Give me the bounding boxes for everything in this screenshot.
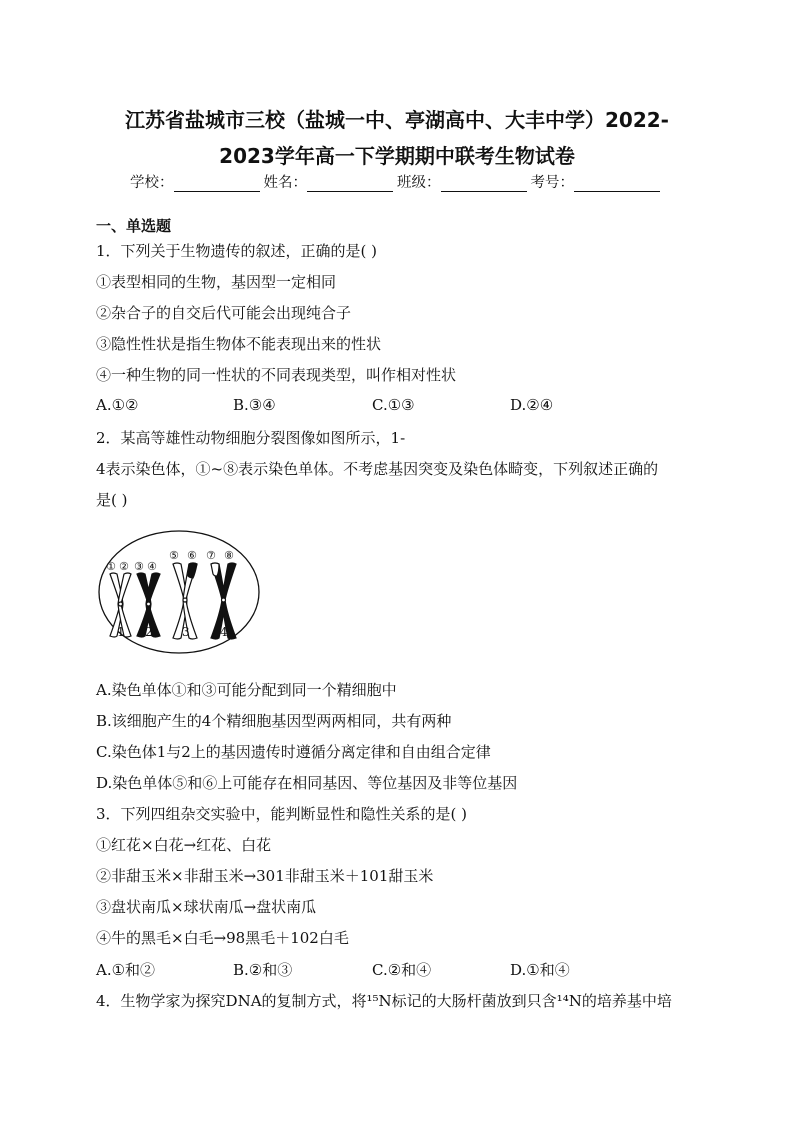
q1-option-d[interactable]: D.②④: [510, 396, 554, 414]
chromatid-label-3: ③: [134, 560, 144, 573]
chromosome-label-2: 2: [145, 625, 153, 639]
q2-stem-line3: 是( ): [96, 491, 128, 509]
q1-option-c[interactable]: C.①③: [372, 396, 415, 414]
chromosome-label-3: 3: [182, 625, 190, 639]
exam-number-label: 考号：: [530, 175, 574, 191]
chromosome-label-1: 1: [117, 625, 125, 639]
q2-stem-line2: 4表示染色体，①~⑧表示染色单体。不考虑基因突变及染色体畸变，下列叙述正确的: [96, 460, 659, 478]
name-label: 姓名：: [263, 175, 307, 191]
q2-option-a[interactable]: A.染色单体①和③可能分配到同一个精细胞中: [96, 681, 397, 699]
school-field[interactable]: [130, 171, 264, 192]
q3-item-1: ①红花×白花→红花、白花: [96, 836, 272, 854]
q3-option-d[interactable]: D.①和④: [510, 961, 570, 979]
q4-stem: 4．生物学家为探究DNA的复制方式，将¹⁵N标记的大肠杆菌放到只含¹⁴N的培养基中培: [96, 992, 672, 1010]
chromatid-label-1: ①: [106, 560, 116, 573]
class-label: 班级：: [397, 175, 441, 191]
q2-option-c[interactable]: C.染色体1与2上的基因遗传时遵循分离定律和自由组合定律: [96, 743, 491, 761]
q1-stem: 1．下列关于生物遗传的叙述，正确的是( ): [96, 242, 378, 260]
chromatid-label-4: ④: [147, 560, 157, 573]
q1-option-a[interactable]: A.①②: [96, 396, 139, 414]
q3-item-2: ②非甜玉米×非甜玉米→301非甜玉米＋101甜玉米: [96, 867, 434, 885]
school-label: 学校：: [130, 175, 174, 191]
chromosome-label-4: 4: [220, 625, 228, 639]
class-field[interactable]: [397, 171, 531, 192]
chromatid-label-5: ⑤: [169, 549, 179, 562]
q1-item-2: ②杂合子的自交后代可能会出现纯合子: [96, 304, 352, 322]
chromatid-label-6: ⑥: [187, 549, 197, 562]
cell-division-figure: [96, 528, 266, 658]
class-blank[interactable]: [441, 177, 527, 192]
cell-figure-svg: [96, 528, 266, 658]
q3-item-3: ③盘状南瓜×球状南瓜→盘状南瓜: [96, 898, 317, 916]
q2-option-d[interactable]: D.染色单体⑤和⑥上可能存在相同基因、等位基因及非等位基因: [96, 774, 518, 792]
exam-title-line2: 2023学年高一下学期期中联考生物试卷: [219, 144, 575, 168]
q1-item-3: ③隐性性状是指生物体不能表现出来的性状: [96, 335, 382, 353]
q1-option-b[interactable]: B.③④: [233, 396, 276, 414]
section-heading: 一、单选题: [96, 217, 172, 235]
name-blank[interactable]: [307, 177, 393, 192]
q3-item-4: ④牛的黑毛×白毛→98黑毛＋102白毛: [96, 929, 349, 947]
chromatid-label-8: ⑧: [224, 549, 234, 562]
chromatid-label-7: ⑦: [206, 549, 216, 562]
chromatid-label-2: ②: [119, 560, 129, 573]
q3-option-c[interactable]: C.②和④: [372, 961, 432, 979]
student-info-row: [0, 171, 794, 192]
q3-option-b[interactable]: B.②和③: [233, 961, 293, 979]
q2-stem-line1: 2．某高等雄性动物细胞分裂图像如图所示，1-: [96, 429, 406, 447]
exam-number-blank[interactable]: [574, 177, 660, 192]
q2-option-b[interactable]: B.该细胞产生的4个精细胞基因型两两相同，共有两种: [96, 712, 452, 730]
exam-title-line1: 江苏省盐城市三校（盐城一中、亭湖高中、大丰中学）2022-: [125, 108, 669, 132]
q1-item-4: ④一种生物的同一性状的不同表现类型，叫作相对性状: [96, 366, 457, 384]
q1-item-1: ①表型相同的生物，基因型一定相同: [96, 273, 337, 291]
school-blank[interactable]: [174, 177, 260, 192]
q3-option-a[interactable]: A.①和②: [96, 961, 156, 979]
q3-stem: 3．下列四组杂交实验中，能判断显性和隐性关系的是( ): [96, 805, 468, 823]
name-field[interactable]: [264, 171, 398, 192]
exam-number-field[interactable]: [531, 171, 665, 192]
